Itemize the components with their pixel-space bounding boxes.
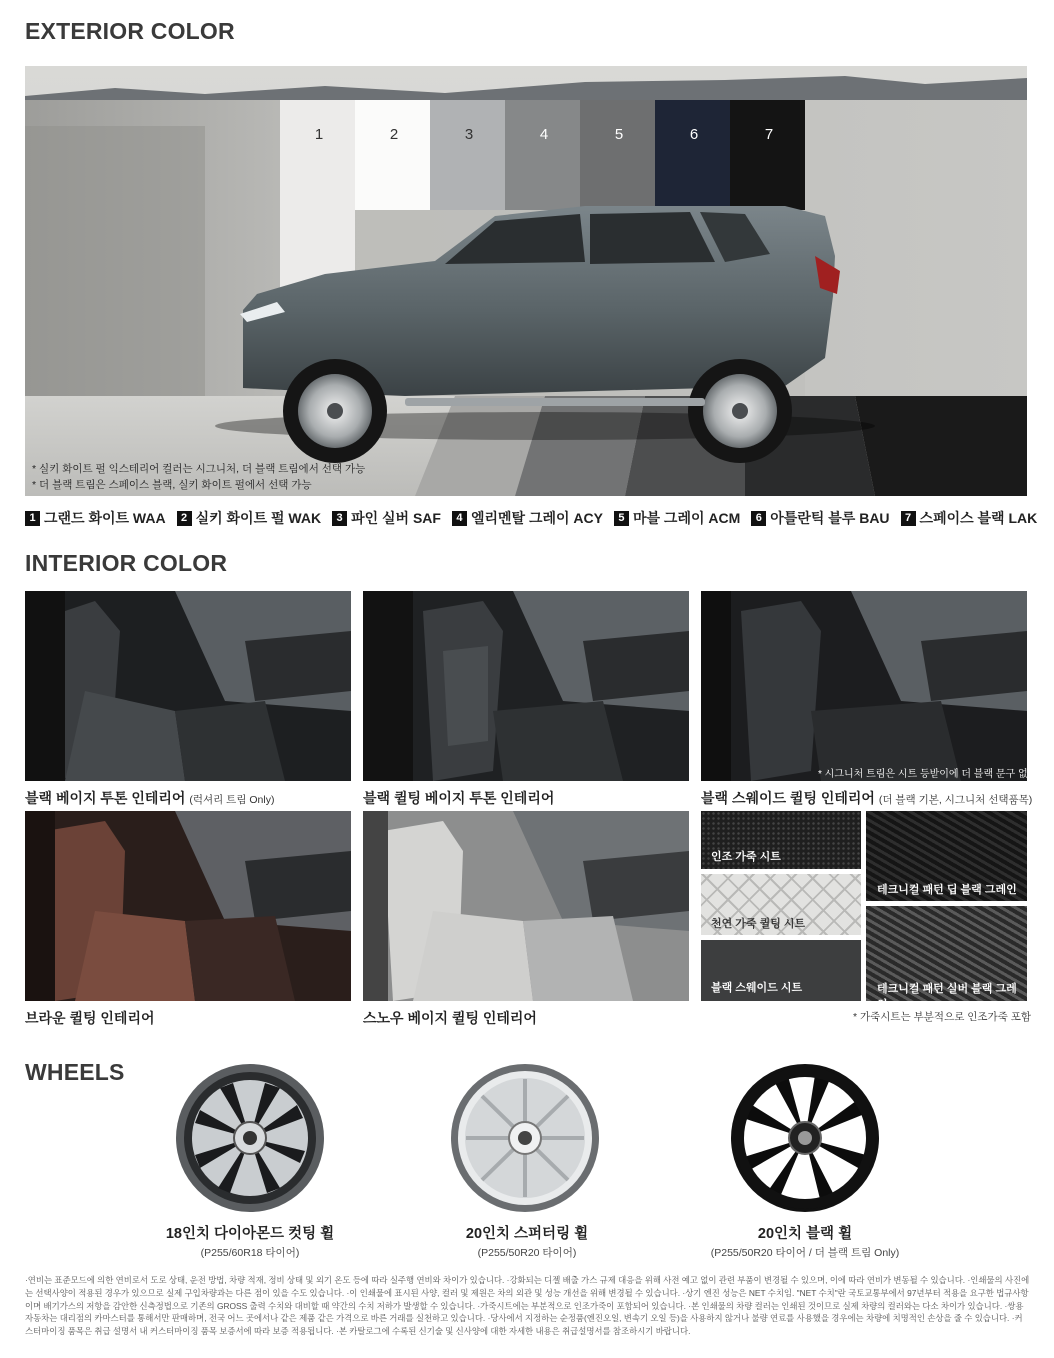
legend-number: 2 (177, 511, 192, 526)
wheel-spec: (P255/50R20 타이어 / 더 블랙 트림 Only) (710, 1247, 900, 1259)
color-strip-number: 2 (389, 126, 399, 143)
legend-label: 마블 그레이 ACM (632, 510, 741, 526)
legend-number: 1 (25, 511, 40, 526)
legend-item (177, 508, 321, 528)
legend-label: 아틀란틱 블루 BAU (770, 510, 890, 526)
color-strip-number: 7 (764, 126, 774, 143)
exterior-note: * 실키 화이트 펄 익스테리어 컬러는 시그니처, 더 블랙 트림에서 선택 가능 (32, 463, 366, 475)
legend-number: 5 (614, 511, 629, 526)
wheel-sputtering-20 (450, 1063, 600, 1213)
wheel-name: 18인치 다이아몬드 컷팅 휠 (165, 1226, 335, 1242)
swatch-label: 테크니컬 패턴 실버 블랙 그레인 (877, 983, 1017, 1011)
legend-label: 실키 화이트 펄 WAK (195, 510, 322, 526)
exterior-color-legend (25, 508, 1037, 528)
legend-number: 3 (332, 511, 347, 526)
signature-trim-note: * 시그니처 트림은 시트 등받이에 더 블랙 문구 없음 (818, 769, 1038, 780)
legend-number: 4 (452, 511, 467, 526)
legend-item (452, 508, 603, 528)
swatch-silver-black-grain (866, 906, 1027, 1011)
interior-photo-brown-quilting (25, 811, 351, 1001)
exterior-section-title: EXTERIOR COLOR (25, 18, 235, 44)
interior-caption: 블랙 퀼팅 베이지 투톤 인테리어 (363, 790, 555, 806)
swatch-black-suede (701, 940, 861, 1001)
legend-label: 파인 실버 SAF (351, 510, 441, 526)
legend-item (332, 508, 441, 528)
wheel-name: 20인치 블랙 휠 (757, 1226, 853, 1242)
legend-item (901, 508, 1038, 528)
swatch-deep-black-grain (866, 811, 1027, 901)
swatch-label: 블랙 스웨이드 시트 (711, 982, 803, 994)
legend-item (614, 508, 740, 528)
swatch-label: 천연 가죽 퀼팅 시트 (711, 918, 806, 930)
wheel-spec: (P255/50R20 타이어) (477, 1247, 577, 1259)
interior-caption: 블랙 스웨이드 퀼팅 인테리어 (더 블랙 기본, 시그니처 선택품목) (701, 790, 1033, 806)
interior-caption: 블랙 베이지 투톤 인테리어 (럭셔리 트림 Only) (25, 790, 275, 806)
wheel-diamond-cut-18 (175, 1063, 325, 1213)
legend-item (25, 508, 166, 528)
legend-label: 엘리멘탈 그레이 ACY (470, 510, 603, 526)
color-strip-number: 5 (614, 126, 624, 143)
interior-photo-black-suede (701, 591, 1027, 781)
wheel-black-20 (730, 1063, 880, 1213)
swatch-label: 테크니컬 패턴 딥 블랙 그레인 (877, 884, 1017, 896)
interior-photo-snow-beige (363, 811, 689, 1001)
color-strip-number: 3 (464, 126, 474, 143)
color-strip-number: 1 (314, 126, 324, 143)
exterior-note: * 더 블랙 트림은 스페이스 블랙, 실키 화이트 펄에서 선택 가능 (32, 479, 312, 491)
wheel-spec: (P255/60R18 타이어) (200, 1247, 300, 1259)
wheels-section-title: WHEELS (25, 1059, 125, 1085)
legend-number: 7 (901, 511, 916, 526)
swatch-leather-quilting (701, 874, 861, 935)
legal-disclaimer: ·연비는 표준모드에 의한 연비로서 도로 상태, 운전 방법, 차량 적재, 정비 상태 및 외기 온도 등에 따라 실주행 연비와 차이가 있습니다. ·강화되는 디젤 배출 가스 규제 대응을 위해 사전 예고 없이 관련 부품이 변경될 수 있으며, 이에 따라 연비가 변동될 수 있습니다. ·인쇄물의 사진에는 선택사양이 적용된 경우가 있으므로 실제 구입차량과는 다른 점이 있을 수도 있습니다. ·이 인쇄물에 표시된 사양, 컬러 및 제원은 차의 외관 및 성능 개선을 위해 변경될 수 있습니다. ·상기 엔진 성능은 NET 수치임. "NET 수치"란 국토교통부에서 97년부터 적용을 요구한 법규사항이며 배기가스의 저항을 감안한 신측정법으로 기존의 GROSS 출력 수치와 대비할 때 약간의 수치 저하가 발생할 수 있습니다. ·가죽시트에는 부분적으로 인조가죽이 포함되어 있습니다. ·본 인쇄물의 차량 컬러는 인쇄된 것이므로 실제 차량의 컬러와는 다소 차이가 있습니다. ·쌍용자동차는 대리점의 카마스터를 통해서만 판매하며, 전국 어느 곳에서나 같은 제품 같은 가격으로 바른 거래를 실천하고 있습니다. ·당사에서 지정하는 순정품(엔진오일, 변속기 오일 등)을 사용하지 않거나 불량 연료를 사용했을 경우에는 차량에 치명적인 손상을 줄 수 있습니다. ·커스터마이징 품목은 취급 설명서 내 커스터마이징 품목 보증서에 따라 보증 적용됩니다. ·본 카탈로그에 수록된 신기술 및 신사양에 대한 자세한 내용은 취급설명서를 참조하시기 바랍니다. (25, 1275, 1030, 1337)
legend-number: 6 (751, 511, 766, 526)
interior-photo-black-beige (25, 591, 351, 781)
interior-caption: 스노우 베이지 퀼팅 인테리어 (363, 1010, 537, 1026)
legend-item (751, 508, 889, 528)
interior-photo-black-quilting-beige (363, 591, 689, 781)
swatch-label: 인조 가죽 시트 (711, 851, 781, 863)
interior-caption: 브라운 퀼팅 인테리어 (25, 1010, 155, 1026)
color-strip-number: 4 (539, 126, 549, 143)
color-strip-number: 6 (689, 126, 699, 143)
interior-section-title: INTERIOR COLOR (25, 550, 228, 576)
legend-label: 스페이스 블랙 LAK (919, 510, 1038, 526)
exterior-car-photo (25, 66, 1027, 496)
faux-leather-note: * 가죽시트는 부분적으로 인조가죽 포함 (853, 1011, 1032, 1023)
legend-label: 그랜드 화이트 WAA (44, 510, 166, 526)
swatch-faux-leather (701, 811, 861, 869)
wheel-name: 20인치 스퍼터링 휠 (465, 1226, 589, 1242)
